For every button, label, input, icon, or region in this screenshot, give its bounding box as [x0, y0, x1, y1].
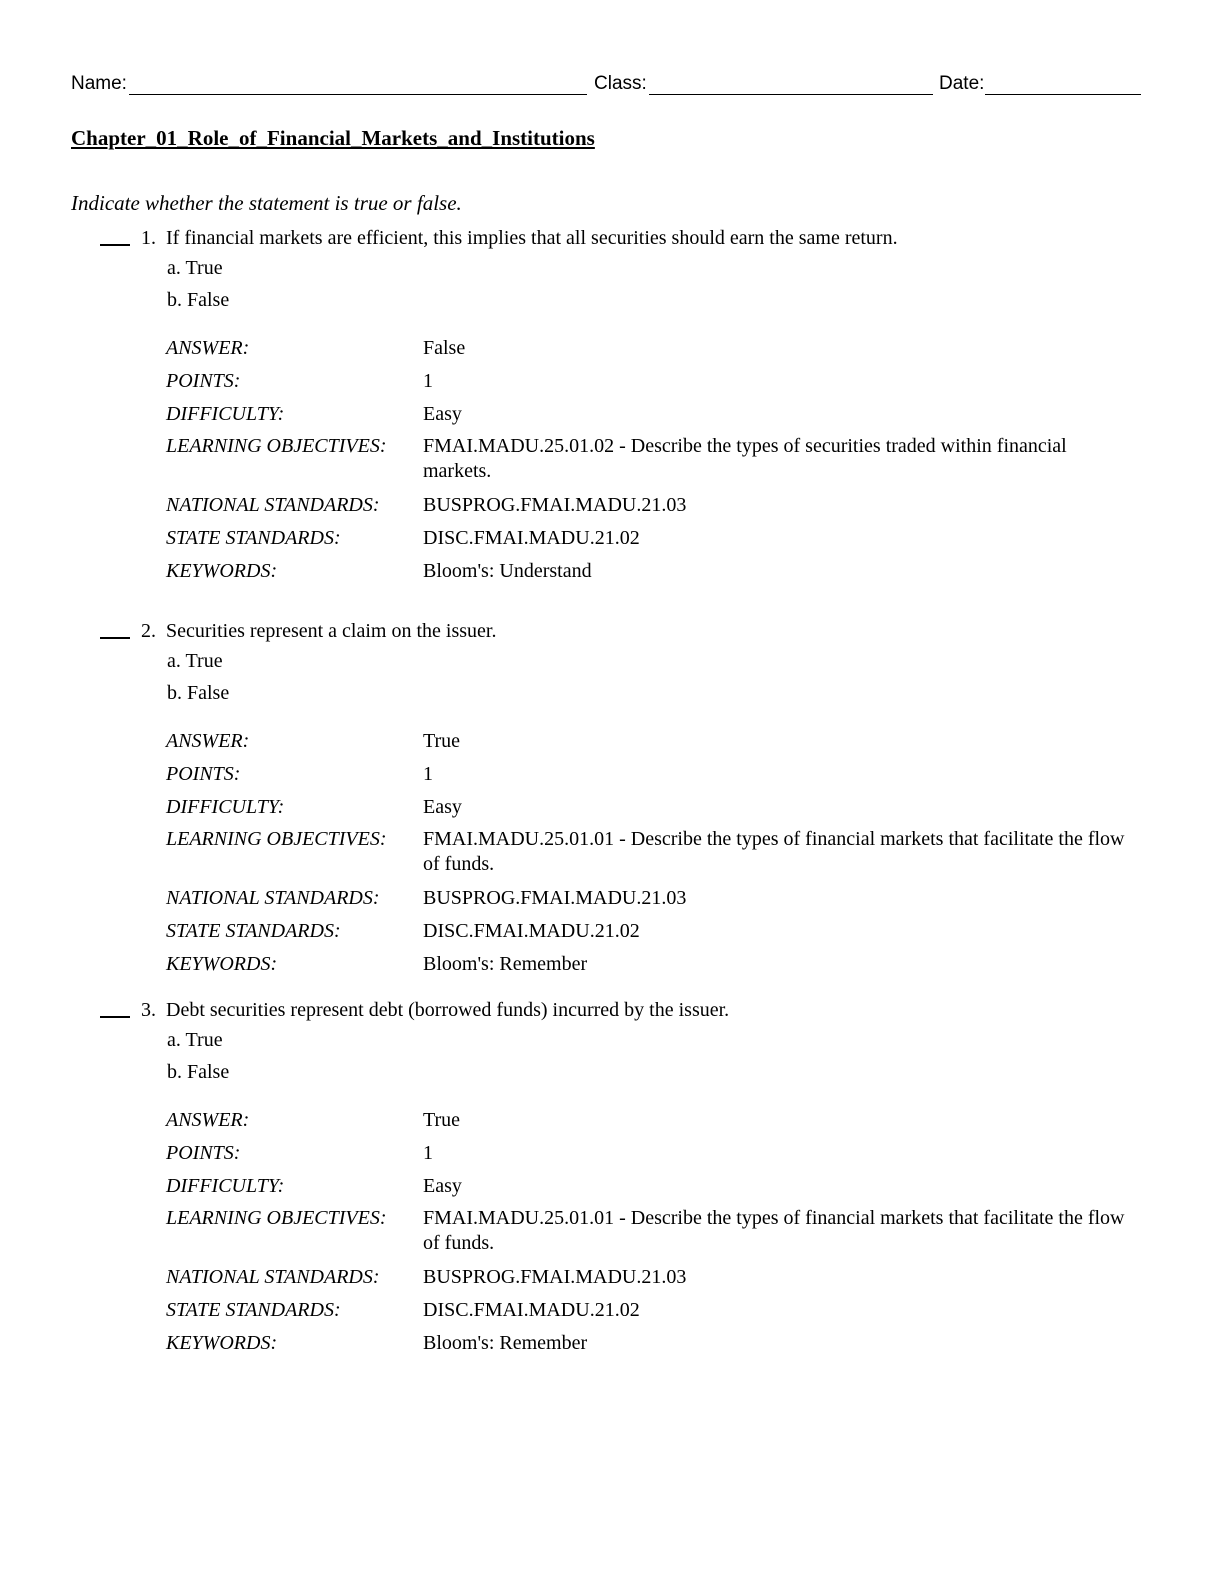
meta-key: POINTS: — [166, 1142, 241, 1164]
meta-value: DISC.FMAI.MADU.21.02 — [423, 1299, 640, 1321]
meta-key: NATIONAL STANDARDS: — [166, 494, 380, 516]
answer-blank[interactable] — [100, 1016, 130, 1018]
instructions: Indicate whether the statement is true or false. — [71, 191, 462, 215]
meta-key: KEYWORDS: — [166, 953, 278, 975]
meta-key: KEYWORDS: — [166, 1332, 278, 1354]
meta-key: ANSWER: — [166, 337, 250, 359]
meta-key: KEYWORDS: — [166, 560, 278, 582]
meta-value: BUSPROG.FMAI.MADU.21.03 — [423, 887, 687, 909]
meta-value: False — [423, 337, 466, 359]
meta-key: STATE STANDARDS: — [166, 527, 341, 549]
choice-false: b. False — [167, 682, 230, 704]
meta-value: Bloom's: Understand — [423, 560, 592, 582]
meta-value: Easy — [423, 403, 462, 425]
question-number: 2. — [141, 620, 156, 642]
choice-false: b. False — [167, 289, 230, 311]
answer-blank[interactable] — [100, 244, 130, 246]
question-text: Debt securities represent debt (borrowed funds) incurred by the issuer. — [166, 999, 730, 1021]
meta-value: FMAI.MADU.25.01.02 - Describe the types of securities traded within financial markets. — [423, 435, 1067, 482]
meta-value: 1 — [423, 1142, 433, 1164]
meta-value: Bloom's: Remember — [423, 953, 588, 975]
student-header — [71, 72, 1141, 98]
meta-key: NATIONAL STANDARDS: — [166, 887, 380, 909]
class-label: Class: — [594, 73, 647, 94]
meta-key: LEARNING OBJECTIVES: — [166, 828, 387, 850]
meta-value: Easy — [423, 796, 462, 818]
meta-key: LEARNING OBJECTIVES: — [166, 435, 387, 457]
meta-key: ANSWER: — [166, 730, 250, 752]
choice-true: a. True — [167, 1029, 223, 1051]
meta-key: POINTS: — [166, 370, 241, 392]
meta-value: 1 — [423, 763, 433, 785]
name-label: Name: — [71, 73, 127, 94]
question-text: Securities represent a claim on the issuer. — [166, 620, 497, 642]
choice-true: a. True — [167, 650, 223, 672]
meta-key: DIFFICULTY: — [166, 403, 285, 425]
meta-value: BUSPROG.FMAI.MADU.21.03 — [423, 1266, 687, 1288]
meta-key: DIFFICULTY: — [166, 1175, 285, 1197]
choice-false: b. False — [167, 1061, 230, 1083]
meta-value: DISC.FMAI.MADU.21.02 — [423, 527, 640, 549]
answer-blank[interactable] — [100, 637, 130, 639]
choice-true: a. True — [167, 257, 223, 279]
class-blank-line[interactable] — [649, 94, 933, 95]
meta-value: FMAI.MADU.25.01.01 - Describe the types of financial markets that facilitate the flow of funds. — [423, 828, 1125, 875]
meta-key: STATE STANDARDS: — [166, 920, 341, 942]
meta-key: POINTS: — [166, 763, 241, 785]
question-number: 1. — [141, 227, 156, 249]
meta-value: BUSPROG.FMAI.MADU.21.03 — [423, 494, 687, 516]
meta-key: ANSWER: — [166, 1109, 250, 1131]
meta-value: Easy — [423, 1175, 462, 1197]
meta-key: NATIONAL STANDARDS: — [166, 1266, 380, 1288]
name-blank-line[interactable] — [129, 94, 587, 95]
meta-key: STATE STANDARDS: — [166, 1299, 341, 1321]
meta-value: Bloom's: Remember — [423, 1332, 588, 1354]
meta-value: 1 — [423, 370, 433, 392]
chapter-title: Chapter_01_Role_of_Financial_Markets_and_Institutions — [71, 126, 595, 150]
question-number: 3. — [141, 999, 156, 1021]
meta-value: FMAI.MADU.25.01.01 - Describe the types of financial markets that facilitate the flow of funds. — [423, 1207, 1125, 1254]
meta-value: True — [423, 730, 461, 752]
question-text: If financial markets are efficient, this implies that all securities should earn the same return. — [166, 227, 898, 249]
meta-key: DIFFICULTY: — [166, 796, 285, 818]
date-label: Date: — [939, 73, 985, 94]
meta-value: True — [423, 1109, 461, 1131]
meta-key: LEARNING OBJECTIVES: — [166, 1207, 387, 1229]
meta-value: DISC.FMAI.MADU.21.02 — [423, 920, 640, 942]
date-blank-line[interactable] — [985, 94, 1141, 95]
